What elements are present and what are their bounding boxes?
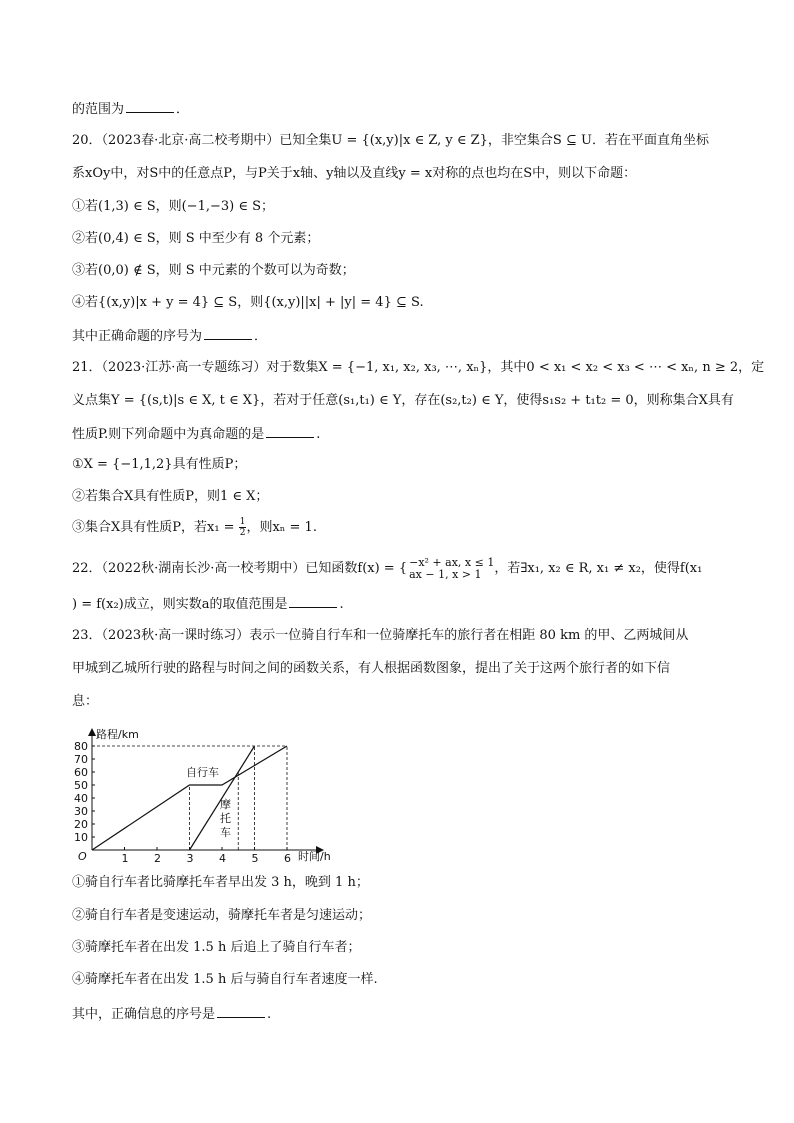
question-21-option-1: ①X = {−1,1,2}具有性质P；	[72, 457, 247, 472]
answer-blank	[266, 423, 314, 438]
question-22-line-2: ) = f(x₂)成立，则实数a的取值范围是 .	[72, 593, 344, 615]
question-20-option-1: ①若(1,3) ∈ S，则(−1,−3) ∈ S；	[72, 199, 275, 214]
moto-label-1: 摩	[220, 798, 231, 811]
y-tick-label: 60	[74, 766, 88, 779]
y-tick-label: 30	[74, 805, 88, 818]
x-axis-label: 时间/h	[298, 850, 331, 863]
answer-blank	[126, 98, 174, 113]
x-tick-label: 4	[219, 852, 226, 865]
question-23-option-1: ①骑自行车者比骑摩托车者早出发 3 h，晚到 1 h；	[72, 875, 369, 890]
question-23-option-4: ④骑摩托车者在出发 1.5 h 后与骑自行车者速度一样.	[72, 972, 378, 987]
question-23-prompt: 其中，正确信息的序号是 .	[72, 1003, 271, 1025]
text-line: 的范围为 ．	[72, 98, 189, 120]
fraction: $\frac{1}{2}$	[239, 517, 246, 538]
moto-label-3: 车	[220, 826, 231, 839]
question-20-line-2: 系xOy中，对S中的任意点P，与P关于x轴、y轴以及直线y = x对称的点也均在S中，则以下命题：	[72, 166, 637, 181]
question-20-option-4: ④若{(x,y)|x + y = 4} ⊆ S，则{(x,y)||x| + |y| = 4} ⊆ S.	[72, 295, 424, 310]
y-tick-label: 50	[74, 779, 88, 792]
axis-ticks	[74, 740, 291, 865]
question-23-line-3: 息：	[72, 694, 99, 709]
question-22-line-1: 22．（2022秋·湖南长沙·高一校考期中）已知函数f(x) = { −x² + ax, x ≤ 1 ax − 1, x > 1 ，若∃x₁, x₂ ∈ R, x₁ ≠ x₂，使得f(x₁	[72, 555, 703, 581]
y-tick-label: 70	[74, 753, 88, 766]
distance-time-chart	[74, 726, 334, 866]
question-21-line-2: 义点集Y = {(s,t)|s ∈ X, t ∈ X}，若对于任意(s₁,t₁) ∈ Y，存在(s₂,t₂) ∈ Y，使得s₁s₂ + t₁t₂ = 0，则称集合X具有	[72, 393, 734, 408]
x-tick-label: 3	[186, 852, 194, 865]
question-23-option-2: ②骑自行车者是变速运动，骑摩托车者是匀速运动；	[72, 908, 372, 923]
x-tick-label: 6	[284, 852, 291, 865]
question-21-prompt: 性质P.则下列命题中为真命题的是 .	[72, 423, 320, 445]
x-tick-label: 1	[121, 852, 129, 865]
y-tick-label: 10	[74, 831, 88, 844]
guide-lines	[92, 746, 287, 850]
x-tick-label: 2	[154, 852, 161, 865]
question-23-option-3: ③骑摩托车者在出发 1.5 h 后追上了骑自行车者；	[72, 940, 361, 955]
question-20-prompt: 其中正确命题的序号为 ．	[72, 325, 267, 347]
question-20-option-3: ③若(0,0) ∉ S，则 S 中元素的个数可以为奇数；	[72, 263, 355, 278]
question-20-option-2: ②若(0,4) ∈ S，则 S 中至少有 8 个元素；	[72, 231, 320, 246]
question-21-line-1: 21．（2023·江苏·高一专题练习）对于数集X = {−1, x₁, x₂, x₃, ⋯, xₙ}，其中0 < x₁ < x₂ < x₃ < ⋯ < xₙ, n ≥ 2，定	[72, 360, 765, 375]
y-tick-label: 80	[74, 740, 88, 753]
y-tick-label: 20	[74, 818, 88, 831]
question-23-line-2: 甲城到乙城所行驶的路程与时间之间的函数关系，有人根据函数图象，提出了关于这两个旅行者的如下信	[72, 661, 671, 676]
question-23-line-1: 23．（2023秋·高一课时练习）表示一位骑自行车和一位骑摩托车的旅行者在相距 80 km 的甲、乙两城间从	[72, 628, 689, 643]
y-axis-label: 路程/km	[96, 728, 139, 741]
answer-blank	[289, 593, 337, 608]
moto-label-2: 托	[220, 812, 231, 825]
question-21-option-2: ②若集合X具有性质P，则1 ∈ X；	[72, 489, 269, 504]
x-tick-label: 5	[251, 852, 259, 865]
answer-blank	[204, 325, 252, 340]
piecewise-function: −x² + ax, x ≤ 1 ax − 1, x > 1	[409, 555, 495, 581]
origin-label: O	[78, 850, 87, 863]
answer-blank	[217, 1003, 265, 1018]
bike-label: 自行车	[186, 766, 219, 779]
question-20-line-1: 20．（2023春·北京·高二校考期中）已知全集U = {(x,y)|x ∈ Z, y ∈ Z}，非空集合S ⊆ U．若在平面直角坐标	[72, 133, 709, 148]
question-21-option-3: ③集合X具有性质P，若x₁ = $\frac{1}{2}$ ，则xₙ = 1.	[72, 517, 317, 538]
y-tick-label: 40	[74, 792, 88, 805]
chart-svg	[74, 726, 334, 866]
